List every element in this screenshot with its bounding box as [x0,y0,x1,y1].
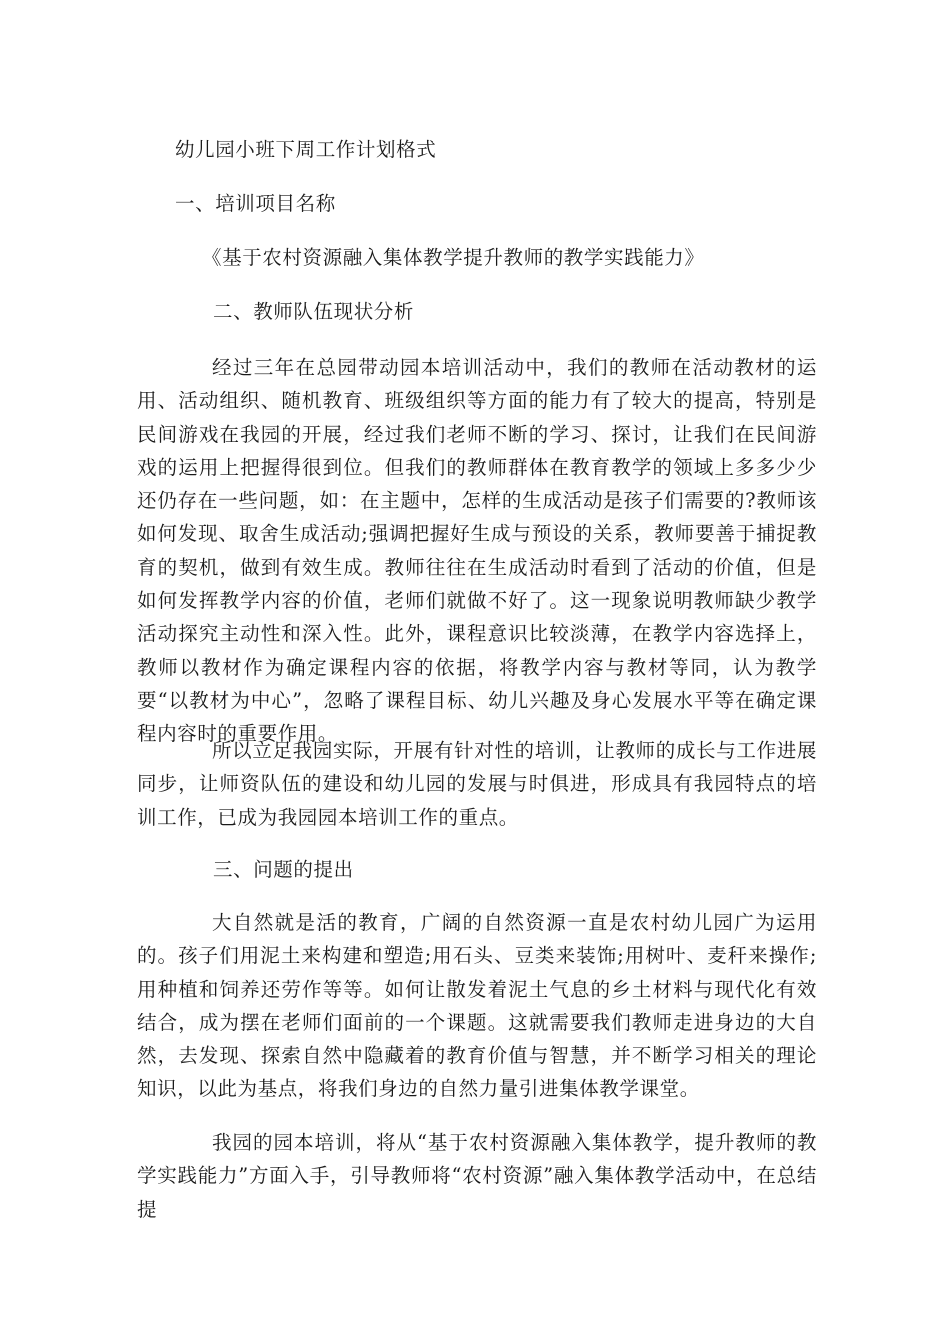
document-title: 幼儿园小班下周工作计划格式 [175,138,437,161]
paragraph-team-analysis: 经过三年在总园带动园本培训活动中，我们的教师在活动教材的运用、活动组织、随机教育、班级组织等方面的能力有了较大的提高，特别是民间游戏在我园的开展，经过我们老师不断的学习、探讨，让我们在民间游戏的运用上把握得很到位。但我们的教师群体在教育教学的领域上多多少少还仍存在一些问题，如：在主题中，怎样的生成活动是孩子们需要的?教师该如何发现、取舍生成活动;强调把握好生成与预设的关系，教师要善于捕捉教育的契机，做到有效生成。教师往往在生成活动时看到了活动的价值，但是如何发挥教学内容的价值，老师们就做不好了。这一现象说明教师缺少教学活动探究主动性和深入性。此外，课程意识比较淡薄，在教学内容选择上，教师以教材作为确定课程内容的依据，将教学内容与教材等同，认为教学要“以教材为中心”，忽略了课程目标、幼儿兴趣及身心发展水平等在确定课程内容时的重要作用。 [137,356,817,746]
section-heading-1: 一、培训项目名称 [175,192,336,215]
paragraph-training-plan: 我园的园本培训，将从“基于农村资源融入集体教学，提升教师的教学实践能力”方面入手，引导教师将“农村资源”融入集体教学活动中，在总结提 [137,1131,817,1221]
section-heading-2: 二、教师队伍现状分析 [213,300,415,323]
section-heading-3: 三、问题的提出 [213,858,354,881]
project-name: 《基于农村资源融入集体教学提升教师的教学实践能力》 [202,246,705,269]
paragraph-conclusion: 所以立足我园实际，开展有针对性的培训，让教师的成长与工作进展同步，让师资队伍的建设和幼儿园的发展与时俱进，形成具有我园特点的培训工作，已成为我园园本培训工作的重点。 [137,739,817,829]
paragraph-problem: 大自然就是活的教育，广阔的自然资源一直是农村幼儿园广为运用的。孩子们用泥土来构建和塑造;用石头、豆类来装饰;用树叶、麦秆来操作;用种植和饲养还劳作等等。如何让散发着泥土气息的乡土材料与现代化有效结合，成为摆在老师们面前的一个课题。这就需要我们教师走进身边的大自然，去发现、探索自然中隐藏着的教育价值与智慧，并不断学习相关的理论知识，以此为基点，将我们身边的自然力量引进集体教学课堂。 [137,911,817,1101]
